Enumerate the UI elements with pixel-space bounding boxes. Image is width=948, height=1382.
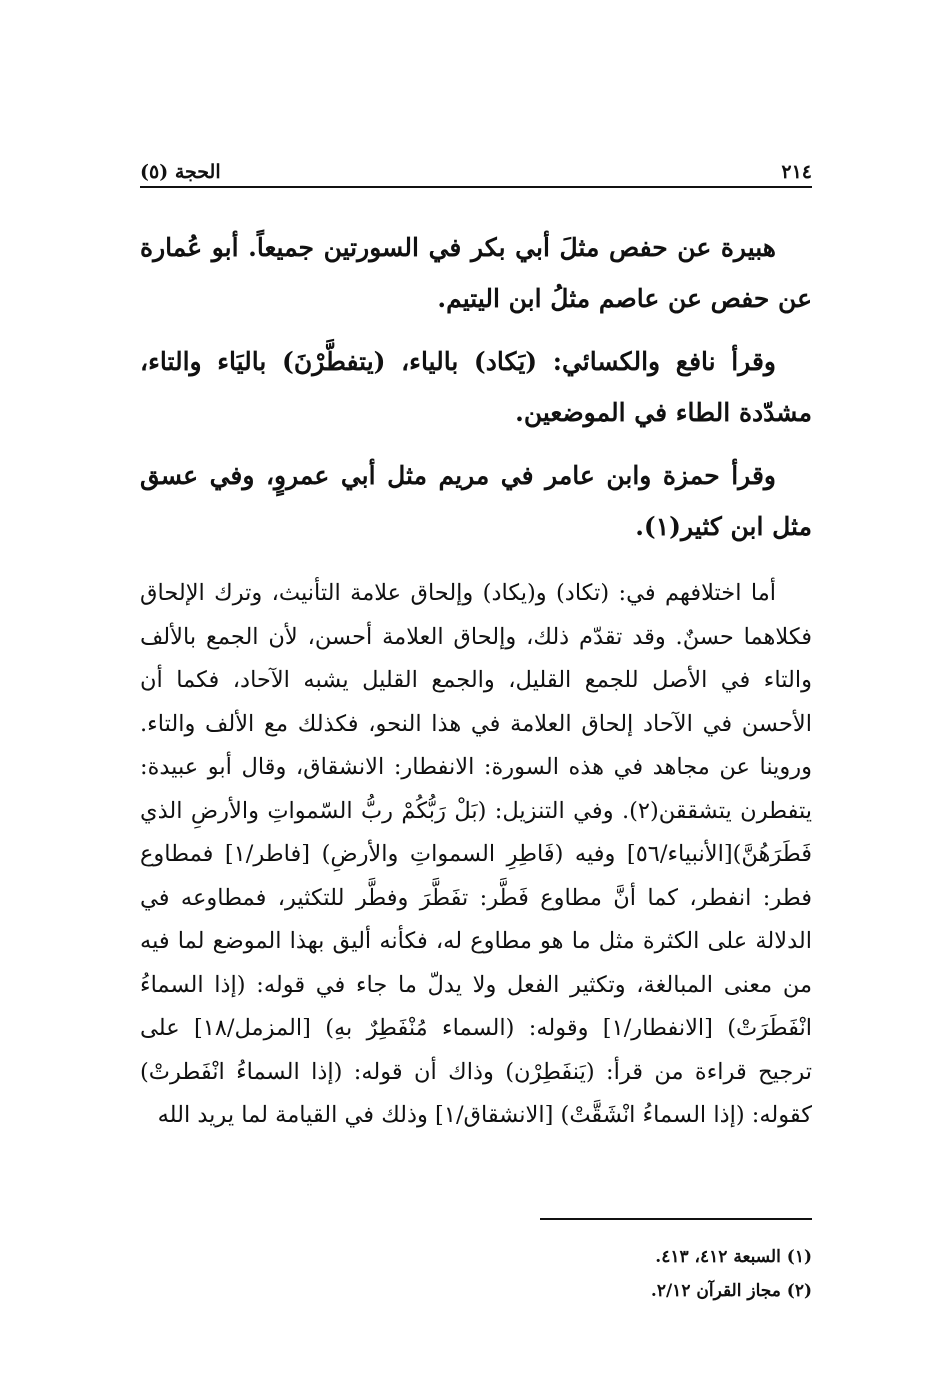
page-body bbox=[140, 222, 812, 1138]
footnote-1: (١) السبعة ٤١٢، ٤١٣. bbox=[655, 1247, 812, 1267]
page-number: ٢١٤ bbox=[781, 161, 812, 183]
page-header bbox=[140, 143, 812, 183]
paragraph-4: أما اختلافهم في: (تكاد) و(يكاد) وإلحاق علامة التأنيث، وترك الإلحاق فكلاهما حسنٌ. وقد تقدّم ذلك، وإلحاق العلامة أحسن، لأن الجمع بالألف والتاء في الأصل للجمع القليل، والجمع القليل يشبه الآحاد، فكما أن الأحسن في الآحاد إلحاق العلامة في هذا النحو، فكذلك مع الألف والتاء. وروينا عن مجاهد في هذه السورة: الانفطار: الانشقاق، وقال أبو عبيدة: يتفطرن يتشققن(٢). وفي التنزيل: (بَلْ رَبُّكُمْ ربُّ السّمواتِ والأرضِ الذي فَطَرَهُنَّ)[الأنبياء/٥٦] وفيه (فَاطِرِ السمواتِ والأرضِ) [فاطر/١] فمطاوع فطر: انفطر، كما أنَّ مطاوع فَطَّر: تفَطَّرَ وفطَّر للتكثير، فمطاوعه في الدلالة على الكثرة مثل ما هو مطاوع له، فكأنه أليق بهذا الموضع لما فيه من معنى المبالغة، وتكثير الفعل ولا يدلّ ما جاء في قوله: (إذا السماءُ انْفَطَرَتْ) [الانفطار/١] وقوله: (السماء مُنْفَطِرٌ بهِ) [المزمل/١٨] على ترجيح قراءة من قرأ: (يَنفَطِرْن) وذاك أن قوله: (إذا السماءُ انْفَطرتْ) كقوله: (إذا السماءُ انْشَقَّتْ) [الانشقاق/١] وذلك في القيامة لما يريد الله bbox=[140, 580, 812, 1128]
footnote-2: (٢) مجاز القرآن ٢/١٢. bbox=[650, 1281, 812, 1301]
footnotes bbox=[140, 1240, 812, 1308]
paragraph-2: وقرأ نافع والكسائي: (يَكاد) بالياء، (يتفطَّرْنَ) باليَاء والتاء، مشدّدة الطاء في الموضعين. bbox=[140, 347, 812, 427]
paragraph-1: هبيرة عن حفص مثلَ أبي بكر في السورتين جميعاً. أبو عُمارة عن حفص عن عاصم مثلُ ابن اليتيم. bbox=[140, 233, 812, 313]
paragraph-3: وقرأ حمزة وابن عامر في مريم مثل أبي عمروٍ، وفي عسق مثل ابن كثير(١). bbox=[140, 461, 812, 541]
header-rule bbox=[140, 186, 812, 188]
footnote-rule bbox=[540, 1218, 812, 1220]
running-title: الحجة (٥) bbox=[140, 161, 221, 183]
